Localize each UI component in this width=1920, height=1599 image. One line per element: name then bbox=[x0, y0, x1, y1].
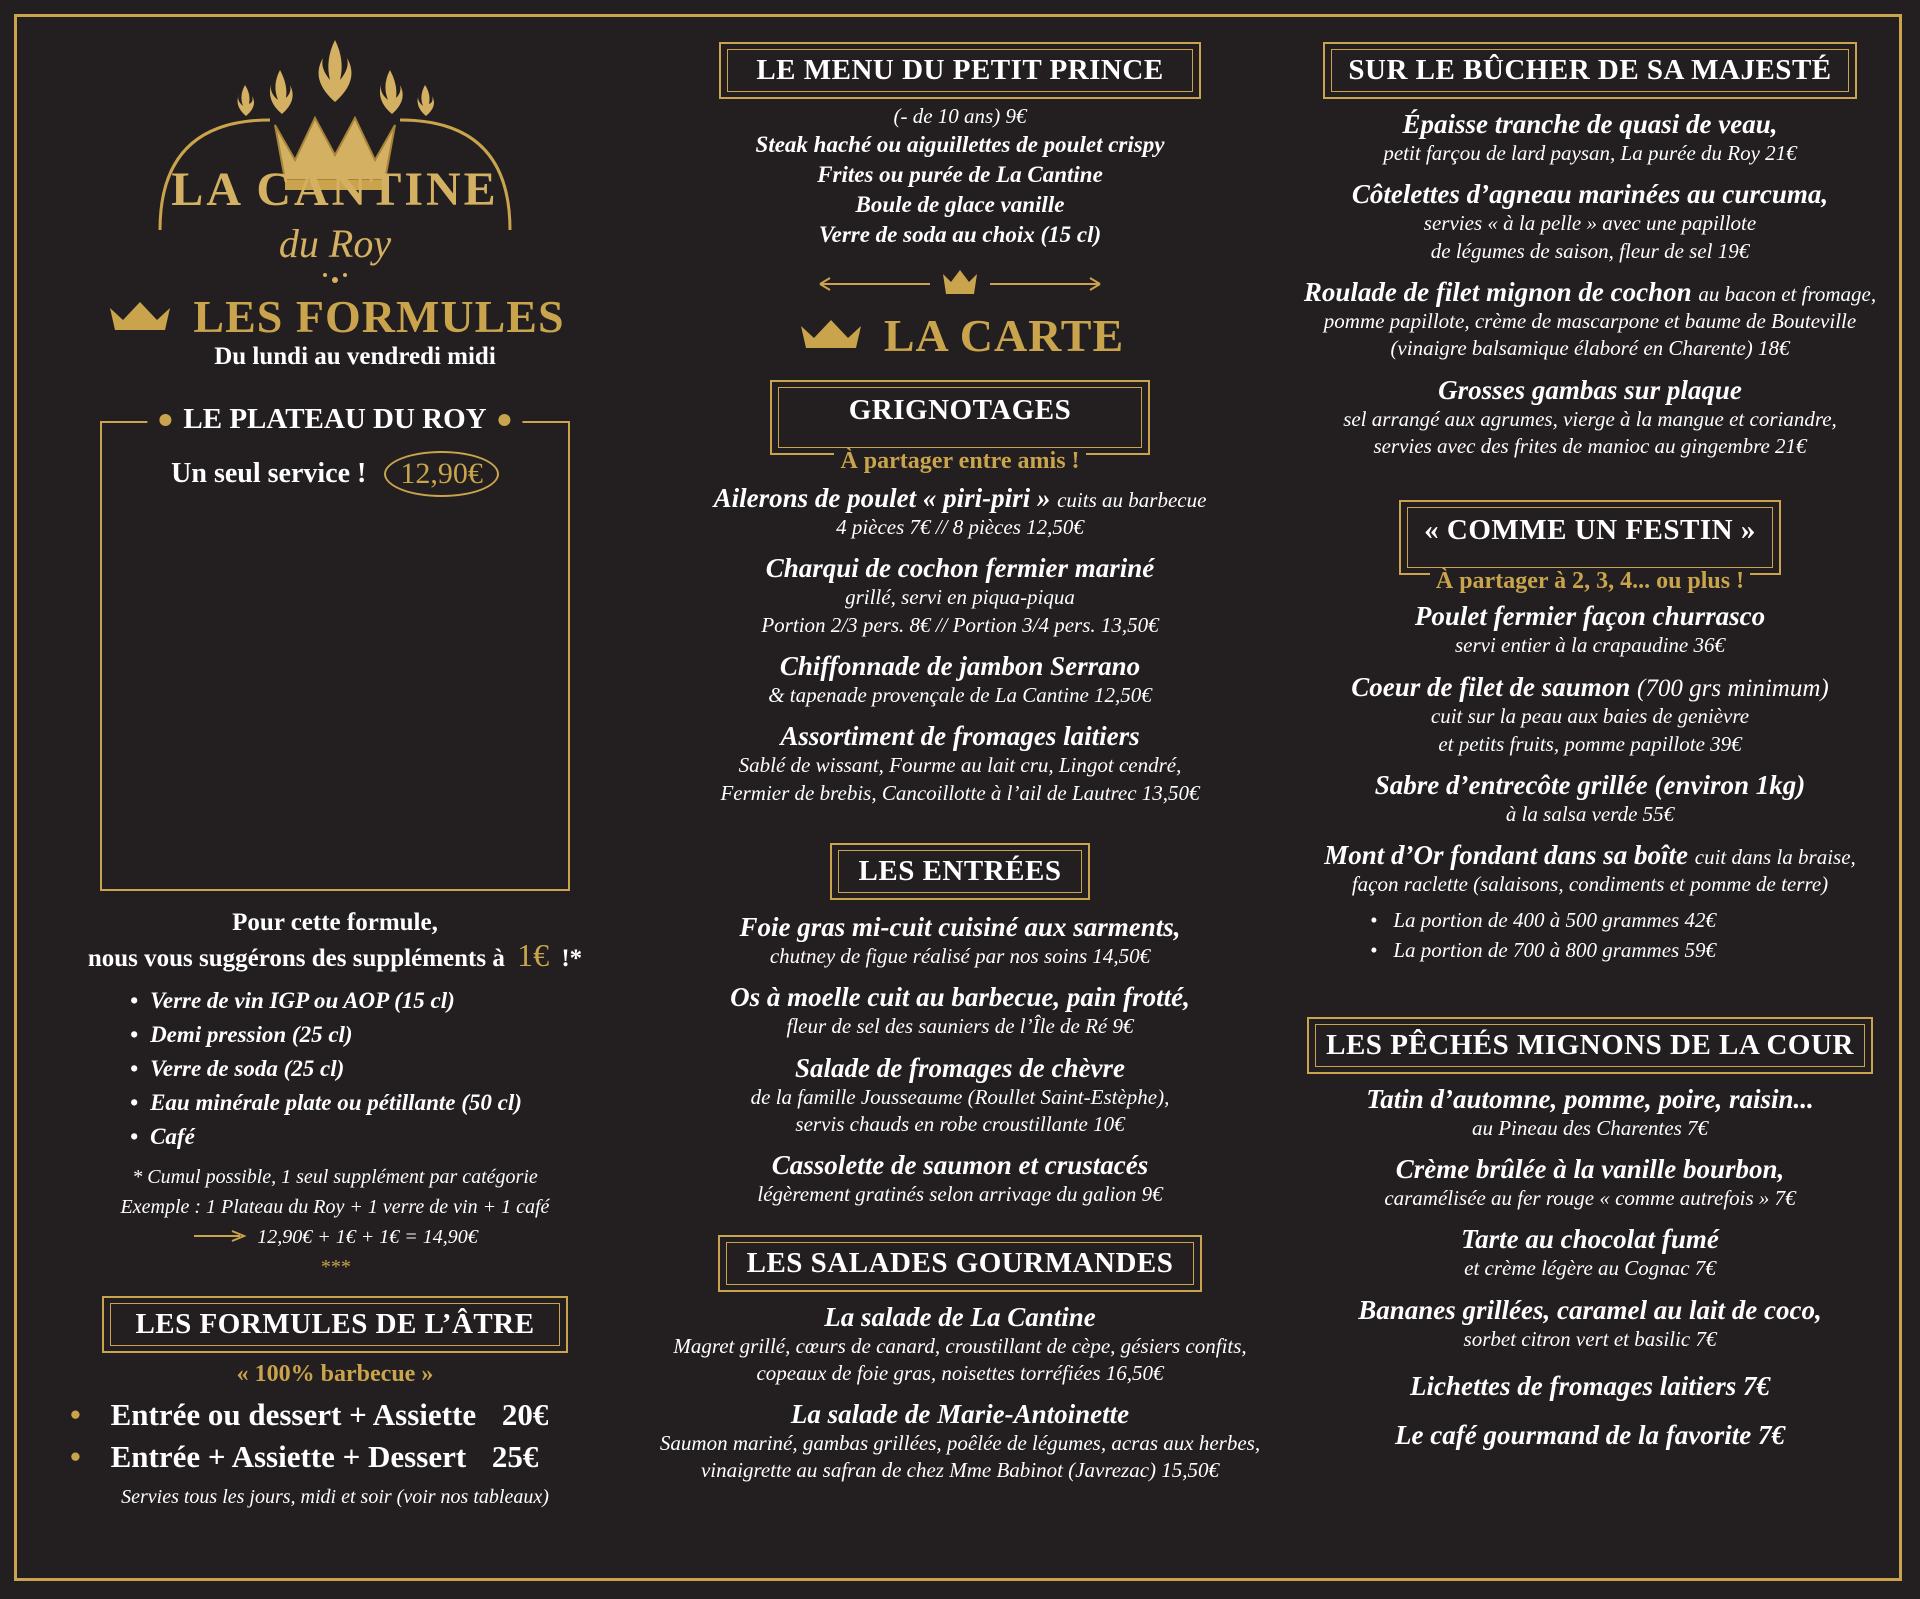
atre-tagline: « 100% barbecue » bbox=[236, 1361, 434, 1387]
list-item: • La portion de 400 à 500 grammes 42€ bbox=[1370, 905, 1900, 935]
item-desc: et crème légère au Cognac 7€ bbox=[1464, 1256, 1716, 1281]
item-desc: Magret grillé, cœurs de canard, croustillant de cèpe, gésiers confits, bbox=[673, 1333, 1247, 1358]
entrees-title: LES ENTRÉES bbox=[838, 850, 1083, 893]
grignotages-title-box bbox=[770, 380, 1151, 455]
item-title: Bananes grillées, caramel au lait de coco, bbox=[1358, 1294, 1822, 1325]
festin-tagline: À partager à 2, 3, 4... ou plus ! bbox=[1430, 568, 1750, 595]
list-item bbox=[1280, 1084, 1900, 1142]
item-desc: de la famille Jousseaume (Roullet Saint-Estèphe), bbox=[750, 1084, 1170, 1109]
list-item bbox=[650, 982, 1270, 1040]
supplement-list bbox=[130, 984, 630, 1154]
item-desc: à la salsa verde 55€ bbox=[1505, 802, 1675, 826]
grignotages-tagline: À partager entre amis ! bbox=[834, 448, 1085, 475]
atre-title-box bbox=[102, 1296, 567, 1353]
petit-prince-line: Boule de glace vanille bbox=[855, 192, 1065, 218]
list-item: • Verre de soda (25 cl) bbox=[130, 1052, 630, 1086]
item-title: Assortiment de fromages laitiers bbox=[780, 721, 1140, 752]
carte-heading bbox=[650, 309, 1270, 362]
list-item bbox=[650, 1302, 1270, 1388]
item-desc: façon raclette (salaisons, condiments et pomme de terre) bbox=[1351, 872, 1829, 897]
list-item: • La portion de 700 à 800 grammes 59€ bbox=[1370, 935, 1900, 965]
item-desc: Saumon mariné, gambas grillées, poêlée de légumes, acras aux herbes, bbox=[659, 1431, 1261, 1456]
atre-note: Servies tous les jours, midi et soir (voir nos tableaux) bbox=[121, 1486, 549, 1508]
festin-heading bbox=[1280, 500, 1900, 595]
atre-item-label: Entrée ou dessert + Assiette bbox=[110, 1397, 477, 1432]
item-desc: sorbet citron vert et basilic 7€ bbox=[1463, 1326, 1717, 1351]
middle-column bbox=[650, 30, 1270, 1497]
logo-name: LA CANTINE bbox=[171, 163, 499, 216]
festin-title: « COMME UN FESTIN » bbox=[1407, 507, 1773, 568]
item-title: Tarte au chocolat fumé bbox=[1461, 1224, 1719, 1255]
item-title: Poulet fermier façon churrasco bbox=[1414, 601, 1766, 632]
peches-list bbox=[1280, 1084, 1900, 1451]
item-desc: Fermier de brebis, Cancoillotte à l’ail de Lautrec 13,50€ bbox=[720, 780, 1200, 805]
note-line-3 bbox=[40, 1222, 630, 1252]
item-inline-desc: cuits au barbecue bbox=[1057, 487, 1207, 512]
salades-title: LES SALADES GOURMANDES bbox=[726, 1242, 1195, 1285]
item-desc: servi entier à la crapaudine 36€ bbox=[1454, 633, 1726, 658]
item-desc: de légumes de saison, fleur de sel 19€ bbox=[1430, 238, 1750, 263]
item-desc: chutney de figue réalisé par nos soins 14,50€ bbox=[769, 943, 1151, 968]
formules-subtitle: Du lundi au vendredi midi bbox=[214, 343, 496, 370]
item-desc: Sablé de wissant, Fourme au lait cru, Lingot cendré, bbox=[738, 753, 1182, 778]
bullet-icon: • bbox=[70, 1439, 81, 1474]
list-item bbox=[650, 1150, 1270, 1208]
list-item bbox=[650, 483, 1270, 541]
salades-list bbox=[650, 1302, 1270, 1485]
formules-heading bbox=[40, 290, 630, 343]
list-item bbox=[1280, 1371, 1900, 1402]
plateau-service bbox=[102, 451, 568, 497]
peches-title-box bbox=[1307, 1017, 1873, 1074]
list-item bbox=[1280, 277, 1900, 363]
item-title: Crème brûlée à la vanille bourbon, bbox=[1395, 1153, 1785, 1184]
list-item: • Eau minérale plate ou pétillante (50 cl) bbox=[130, 1086, 630, 1120]
supplement-intro bbox=[40, 909, 630, 974]
plateau-box bbox=[100, 403, 570, 891]
atre-item-price: 20€ bbox=[501, 1397, 549, 1432]
list-item bbox=[1280, 1224, 1900, 1282]
item-title bbox=[1280, 840, 1900, 871]
dot-icon bbox=[159, 414, 171, 426]
item-title: Chiffonnade de jambon Serrano bbox=[779, 650, 1141, 681]
item-title: Charqui de cochon fermier mariné bbox=[765, 553, 1155, 584]
crown-icon bbox=[796, 316, 866, 354]
list-item bbox=[1280, 1420, 1900, 1451]
list-item bbox=[650, 553, 1270, 639]
item-title: Salade de fromages de chèvre bbox=[795, 1052, 1125, 1083]
list-item bbox=[1280, 840, 1900, 964]
peches-title: LES PÊCHÉS MIGNONS DE LA COUR bbox=[1315, 1024, 1865, 1067]
carte-title: LA CARTE bbox=[883, 309, 1125, 361]
atre-section bbox=[40, 1296, 630, 1388]
festin-title-box bbox=[1399, 500, 1781, 575]
list-item bbox=[1280, 1295, 1900, 1353]
item-desc: copeaux de foie gras, noisettes torréfiées 16,50€ bbox=[756, 1360, 1164, 1385]
item-title: Le café gourmand de la favorite 7€ bbox=[1395, 1420, 1785, 1451]
suggest-end: !* bbox=[561, 945, 583, 972]
item-desc: sel arrangé aux agrumes, vierge à la mangue et coriandre, bbox=[1343, 406, 1837, 431]
item-title: Cassolette de saumon et crustacés bbox=[771, 1150, 1149, 1181]
item-desc: 4 pièces 7€ // 8 pièces 12,50€ bbox=[836, 514, 1084, 539]
entrees-title-box bbox=[830, 843, 1091, 900]
list-item bbox=[650, 912, 1270, 970]
festin-list bbox=[1280, 601, 1900, 964]
atre-title: LES FORMULES DE L’ÂTRE bbox=[110, 1303, 559, 1346]
bullet-icon: • bbox=[70, 1397, 81, 1432]
plateau-title-text: LE PLATEAU DU ROY bbox=[183, 403, 487, 435]
dot-icon bbox=[499, 414, 511, 426]
item-title bbox=[1280, 277, 1900, 308]
item-title: Tatin d’automne, pomme, poire, raisin... bbox=[1366, 1083, 1814, 1114]
crown-icon bbox=[105, 298, 175, 336]
item-title: Sabre d’entrecôte grillée (environ 1kg) bbox=[1374, 769, 1806, 800]
item-desc: cuit sur la peau aux baies de genièvre bbox=[1430, 704, 1750, 729]
item-title: Épaisse tranche de quasi de veau, bbox=[1402, 109, 1778, 139]
suggest-price: 1€ bbox=[517, 937, 550, 973]
salades-title-box bbox=[718, 1235, 1203, 1292]
atre-list bbox=[70, 1394, 630, 1478]
item-desc: fleur de sel des sauniers de l’Île de Ré 9€ bbox=[786, 1014, 1134, 1039]
bucher-title-box bbox=[1323, 42, 1856, 99]
note-line-1: * Cumul possible, 1 seul supplément par catégorie bbox=[132, 1166, 538, 1188]
arrow-icon bbox=[192, 1229, 252, 1243]
list-item: • Demi pression (25 cl) bbox=[130, 1018, 630, 1052]
item-desc: servies avec des frites de manioc au gingembre 21€ bbox=[1373, 433, 1807, 458]
list-item bbox=[650, 721, 1270, 807]
plateau-service-text: Un seul service ! bbox=[171, 458, 367, 489]
item-title bbox=[1280, 672, 1900, 704]
item-desc: & tapenade provençale de La Cantine 12,50€ bbox=[768, 682, 1152, 707]
right-column bbox=[1280, 30, 1900, 1463]
list-item bbox=[1280, 1154, 1900, 1212]
item-title: La salade de La Cantine bbox=[824, 1301, 1096, 1332]
list-item: • Verre de vin IGP ou AOP (15 cl) bbox=[130, 984, 630, 1018]
item-title: Foie gras mi-cuit cuisiné aux sarments, bbox=[739, 911, 1181, 942]
bucher-title: SUR LE BÛCHER DE SA MAJESTÉ bbox=[1331, 49, 1848, 92]
item-desc: grillé, servi en piqua-piqua bbox=[845, 585, 1075, 610]
item-title-text: Coeur de filet de saumon bbox=[1351, 671, 1631, 702]
suggest-line-2-text: nous vous suggérons des suppléments à bbox=[87, 945, 505, 972]
supplement-notes bbox=[40, 1162, 630, 1282]
item-title: La salade de Marie-Antoinette bbox=[790, 1399, 1130, 1430]
petit-prince-title: LE MENU DU PETIT PRINCE bbox=[727, 49, 1192, 92]
list-item bbox=[650, 1399, 1270, 1485]
list-item bbox=[1280, 672, 1900, 758]
item-desc: caramélisée au fer rouge « comme autrefois » 7€ bbox=[1384, 1186, 1796, 1211]
entrees-list bbox=[650, 912, 1270, 1209]
item-title bbox=[650, 483, 1270, 514]
list-item bbox=[1280, 179, 1900, 265]
item-desc: pomme papillote, crème de mascarpone et baume de Bouteville bbox=[1323, 309, 1857, 334]
plateau-price: 12,90€ bbox=[384, 451, 499, 497]
atre-item-label: Entrée + Assiette + Dessert bbox=[110, 1439, 467, 1474]
list-item bbox=[70, 1394, 630, 1436]
list-item bbox=[1280, 375, 1900, 461]
list-item bbox=[1280, 601, 1900, 659]
item-desc: servies « à la pelle » avec une papillote bbox=[1423, 211, 1757, 236]
petit-prince-line: Verre de soda au choix (15 cl) bbox=[818, 221, 1102, 247]
list-item bbox=[650, 651, 1270, 709]
ornament-divider-icon bbox=[810, 264, 1110, 304]
plateau-title bbox=[147, 403, 522, 436]
item-desc: au Pineau des Charentes 7€ bbox=[1471, 1115, 1709, 1140]
item-title-text: Ailerons de poulet « piri-piri » bbox=[713, 482, 1051, 513]
stars-divider: *** bbox=[320, 1256, 350, 1278]
item-desc: servis chauds en robe croustillante 10€ bbox=[795, 1111, 1125, 1136]
grignotages-heading bbox=[650, 380, 1270, 475]
festin-portions bbox=[1370, 905, 1900, 965]
petit-prince-line: (- de 10 ans) 9€ bbox=[893, 104, 1027, 128]
item-title-text: Mont d’Or fondant dans sa boîte bbox=[1324, 840, 1689, 871]
note-line-3-text: 12,90€ + 1€ + 1€ = 14,90€ bbox=[257, 1226, 478, 1248]
left-column bbox=[40, 30, 630, 1512]
list-item bbox=[70, 1436, 630, 1478]
logo bbox=[40, 30, 630, 290]
item-title: Côtelettes d’agneau marinées au curcuma, bbox=[1351, 179, 1829, 210]
list-item: • Café bbox=[130, 1120, 630, 1154]
item-title: Lichettes de fromages laitiers 7€ bbox=[1410, 1371, 1770, 1402]
logo-subtitle: du Roy bbox=[278, 221, 392, 266]
suggest-line-2 bbox=[40, 937, 630, 974]
atre-item-price: 25€ bbox=[491, 1439, 539, 1474]
item-desc: Portion 2/3 pers. 8€ // Portion 3/4 pers. 13,50€ bbox=[761, 612, 1159, 637]
suggest-line-1: Pour cette formule, bbox=[232, 909, 438, 936]
item-desc: légèrement gratinés selon arrivage du galion 9€ bbox=[757, 1182, 1163, 1207]
item-inline-desc: au bacon et fromage, bbox=[1698, 281, 1877, 306]
petit-prince-details bbox=[650, 103, 1270, 250]
petit-prince-line: Frites ou purée de La Cantine bbox=[817, 162, 1103, 188]
note-line-2: Exemple : 1 Plateau du Roy + 1 verre de vin + 1 café bbox=[120, 1196, 550, 1218]
formules-title: LES FORMULES bbox=[193, 291, 565, 342]
petit-prince-title-box bbox=[719, 42, 1200, 99]
item-title-text: Roulade de filet mignon de cochon bbox=[1303, 276, 1692, 307]
grignotages-title: GRIGNOTAGES bbox=[778, 387, 1143, 448]
list-item bbox=[1280, 770, 1900, 828]
item-desc: et petits fruits, pomme papillote 39€ bbox=[1438, 731, 1742, 756]
item-title: Grosses gambas sur plaque bbox=[1438, 374, 1742, 405]
list-item bbox=[650, 1053, 1270, 1139]
item-desc: (vinaigre balsamique élaboré en Charente) 18€ bbox=[1390, 336, 1790, 361]
item-inline-desc: (700 grs minimum) bbox=[1637, 674, 1829, 702]
item-title: Os à moelle cuit au barbecue, pain frotté, bbox=[730, 982, 1190, 1013]
item-desc: petit farçou de lard paysan, La purée du Roy 21€ bbox=[1383, 141, 1797, 166]
list-item bbox=[1280, 109, 1900, 167]
grignotages-list bbox=[650, 483, 1270, 807]
petit-prince-line: Steak haché ou aiguillettes de poulet crispy bbox=[755, 132, 1165, 158]
item-inline-desc: cuit dans la braise, bbox=[1694, 845, 1856, 870]
bucher-list bbox=[1280, 109, 1900, 460]
item-desc: vinaigrette au safran de chez Mme Babinot (Javrezac) 15,50€ bbox=[700, 1458, 1220, 1483]
